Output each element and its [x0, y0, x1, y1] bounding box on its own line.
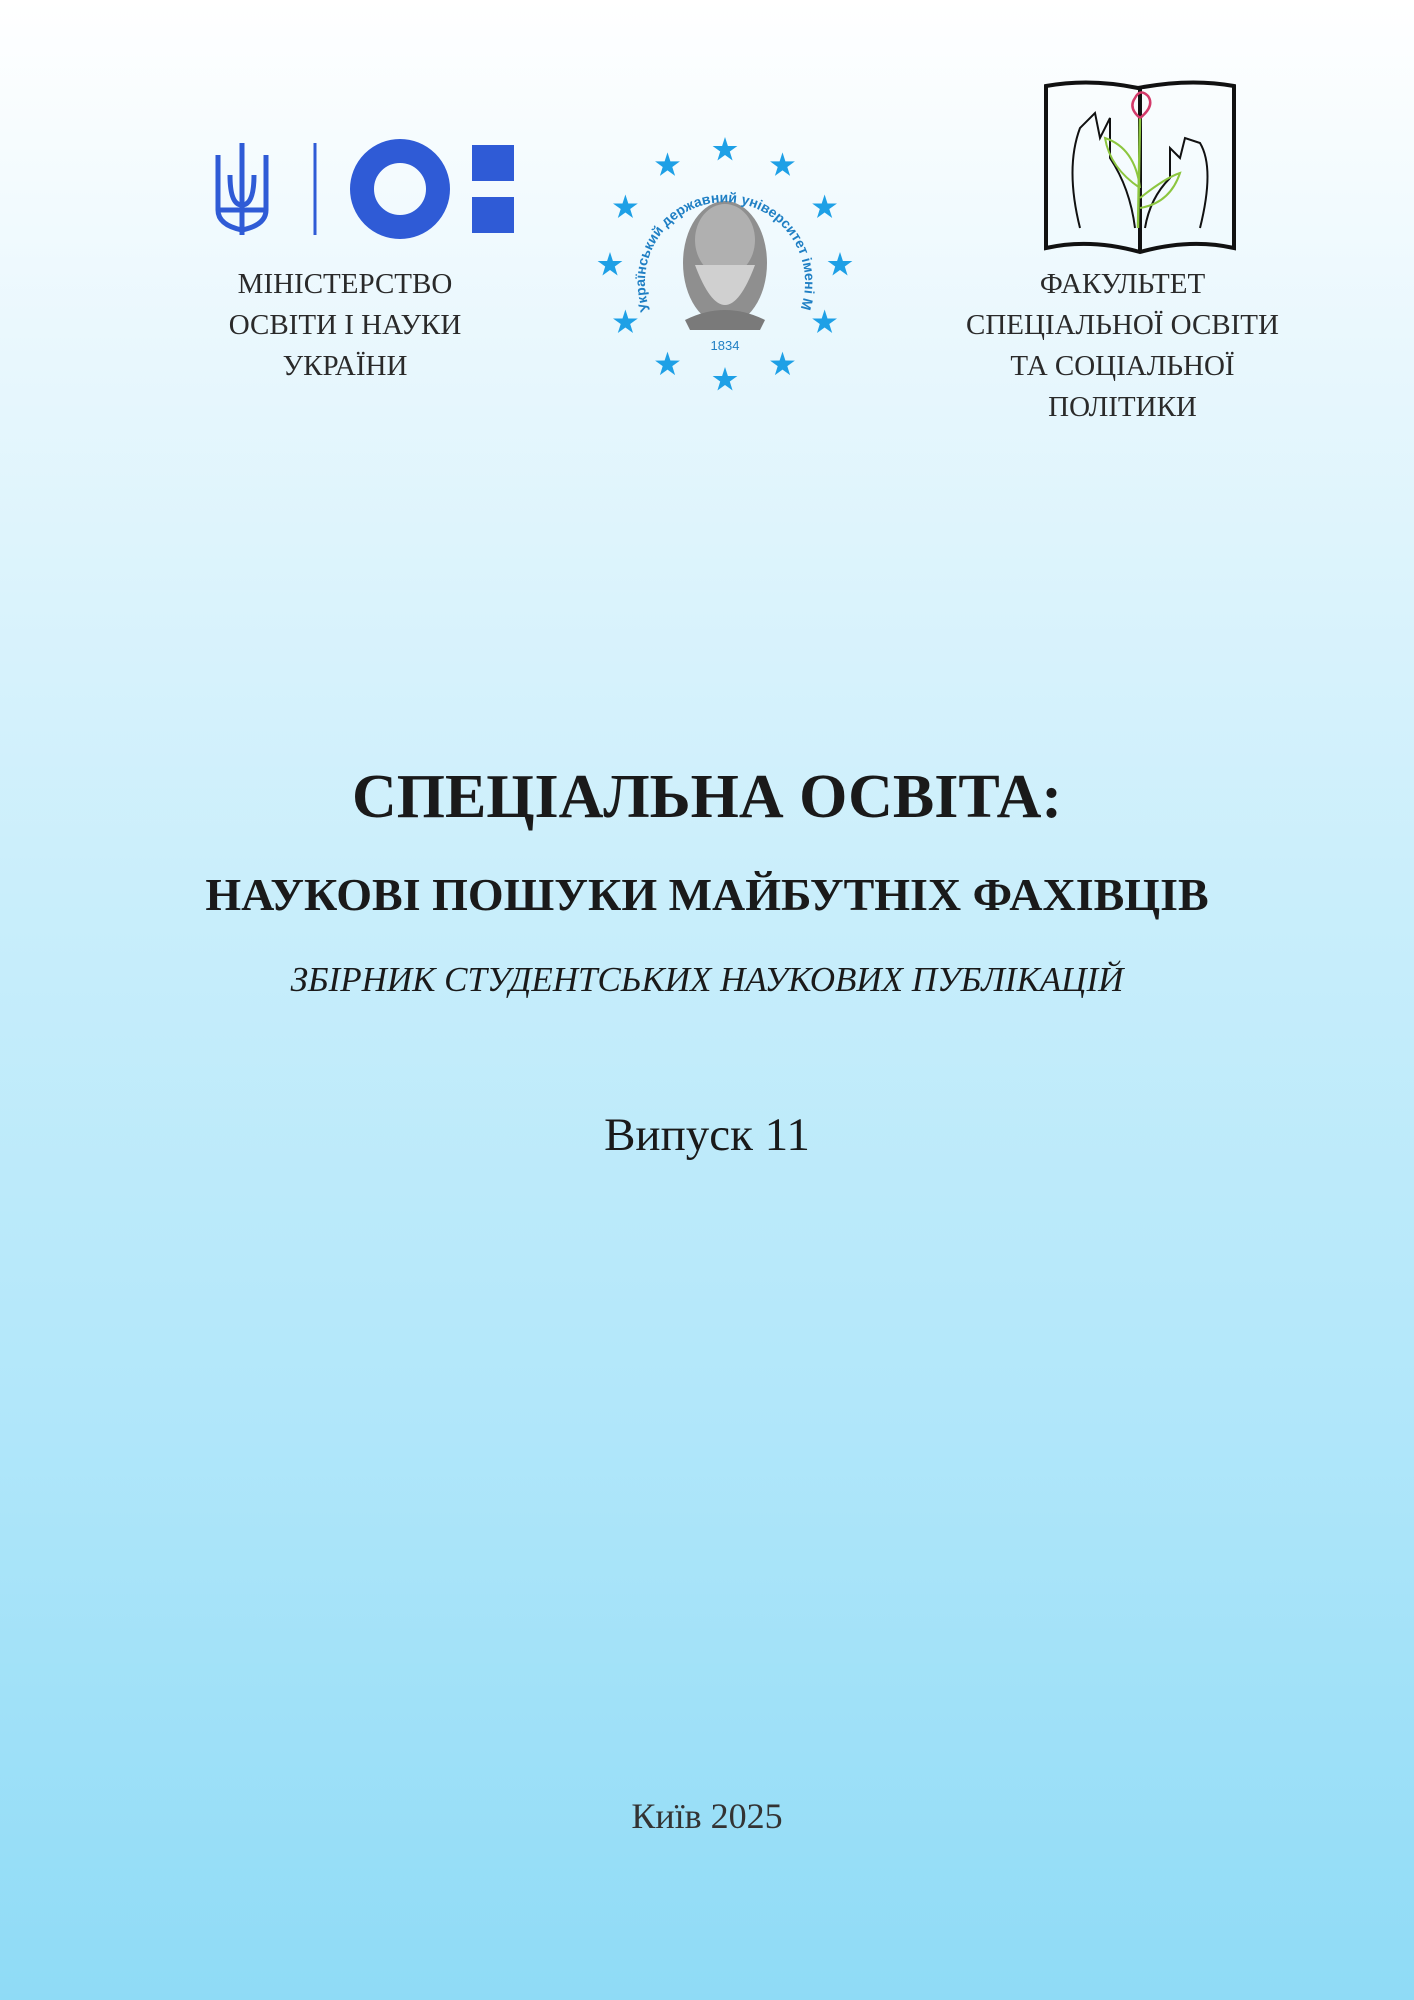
ministry-line: МІНІСТЕРСТВО: [237, 268, 453, 300]
university-seal: [595, 135, 855, 395]
ministry-line: УКРАЇНИ: [282, 350, 408, 382]
star-icon: [655, 352, 680, 376]
faculty-line: ТА СОЦІАЛЬНОЇ: [1010, 350, 1235, 382]
star-icon: [655, 152, 680, 176]
star-icon: [828, 252, 853, 276]
star-icon: [770, 152, 795, 176]
faculty-line: ПОЛІТИКИ: [1048, 391, 1197, 423]
faculty-logo: [1040, 78, 1240, 258]
faculty-line: ФАКУЛЬТЕТ: [1039, 268, 1206, 300]
trident-icon: [210, 135, 520, 245]
place-year: Київ 2025: [631, 1796, 783, 1836]
subtitle: НАУКОВІ ПОШУКИ МАЙБУТНІХ ФАХІВЦІВ: [205, 869, 1209, 920]
star-icon: [770, 352, 795, 376]
faculty-name: [950, 264, 1295, 428]
star-icon: [812, 310, 837, 334]
star-icon: [713, 137, 738, 161]
star-icon: [613, 195, 638, 219]
star-icon: [812, 195, 837, 219]
star-icon: [613, 310, 638, 334]
ministry-name: [195, 264, 495, 387]
star-icon: [713, 367, 738, 391]
seal-year: 1834: [710, 338, 740, 353]
ministry-logo: [210, 135, 520, 245]
collection-label: ЗБІРНИК СТУДЕНТСЬКИХ НАУКОВИХ ПУБЛІКАЦІЙ: [290, 960, 1124, 999]
title: СПЕЦІАЛЬНА ОСВІТА:: [351, 763, 1063, 831]
seal-ring-text: Український державний університет імені М: [631, 189, 819, 315]
book-hands-flower-icon: [1040, 78, 1240, 258]
ministry-line: ОСВІТИ І НАУКИ: [228, 309, 462, 341]
star-icon: [598, 252, 623, 276]
issue-number: Випуск 11: [604, 1109, 810, 1161]
faculty-line: СПЕЦІАЛЬНОЇ ОСВІТИ: [966, 309, 1279, 341]
